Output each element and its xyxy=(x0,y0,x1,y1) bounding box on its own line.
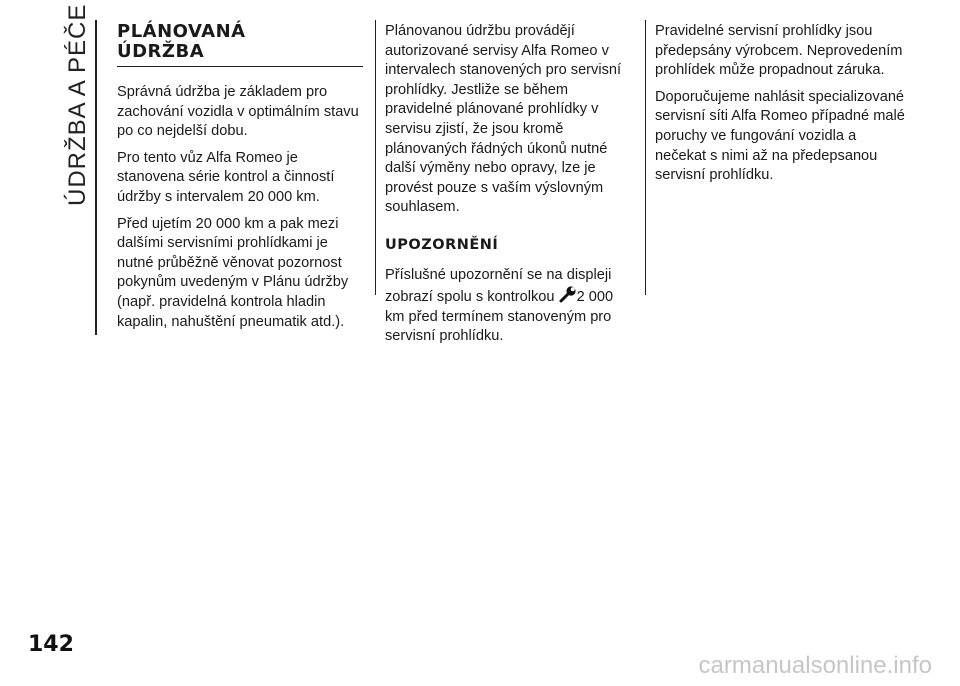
warning-heading: UPOZORNĚNÍ xyxy=(385,236,499,253)
warning-text-start: Příslušné upozornění se na displeji zobrazí spolu s kontrolkou xyxy=(385,266,612,306)
paragraph: Plánovanou údržbu provádějí autorizované servisy Alfa Romeo v intervalech stanovených pro servisní prohlídky. Jestliže se během pravidelné plánované prohlídky v servisu zjistí, že jsou kromě plánovaných řádných úkonů nutné další výměny nebo opravy, lze je provést pouze s vaším výslovným souhlasem. xyxy=(385,23,622,216)
heading-line-2: ÚDRŽBA xyxy=(117,41,205,62)
section-side-tab xyxy=(62,3,94,208)
paragraph: Doporučujeme nahlásit specializované servisní síti Alfa Romeo případné malé poruchy ve fungování vozidla a nečekat s nimi až na předepsanou servisní prohlídku. xyxy=(655,88,905,184)
wrench-icon xyxy=(559,285,577,303)
paragraph: Správná údržba je základem pro zachování vozidla v optimálním stavu po co nejdelší dobu. xyxy=(117,84,359,140)
paragraph: Pravidelné servisní prohlídky jsou předepsány výrobcem. Neprovedením prohlídek může propadnout záruka. xyxy=(655,23,903,79)
column-divider xyxy=(375,20,376,295)
watermark: carmanualsonline.info xyxy=(698,652,932,679)
paragraph: Pro tento vůz Alfa Romeo je stanovena série kontrol a činností údržby s intervalem 20 000 km. xyxy=(117,149,335,205)
paragraph: Před ujetím 20 000 km a pak mezi dalšími servisními prohlídkami je nutné průběžně věnovat pozornost pokynům uvedeným v Plánu údržby (např. pravidelná kontrola hladin kapalin, nahuštění pneumatik atd.). xyxy=(117,215,349,330)
column-divider xyxy=(645,20,646,295)
side-divider xyxy=(95,20,97,335)
warning-text-end: 2 000 km před termínem stanoveným pro servisní prohlídku. xyxy=(385,289,614,345)
column-1 xyxy=(117,22,363,339)
column-3 xyxy=(655,22,907,193)
warning-text xyxy=(385,266,635,347)
section-heading xyxy=(117,22,363,67)
page-number: 142 xyxy=(28,632,74,657)
column-2 xyxy=(385,22,635,354)
section-title: ÚDRŽBA A PÉČE xyxy=(64,3,91,206)
heading-line-1: PLÁNOVANÁ xyxy=(117,21,246,42)
